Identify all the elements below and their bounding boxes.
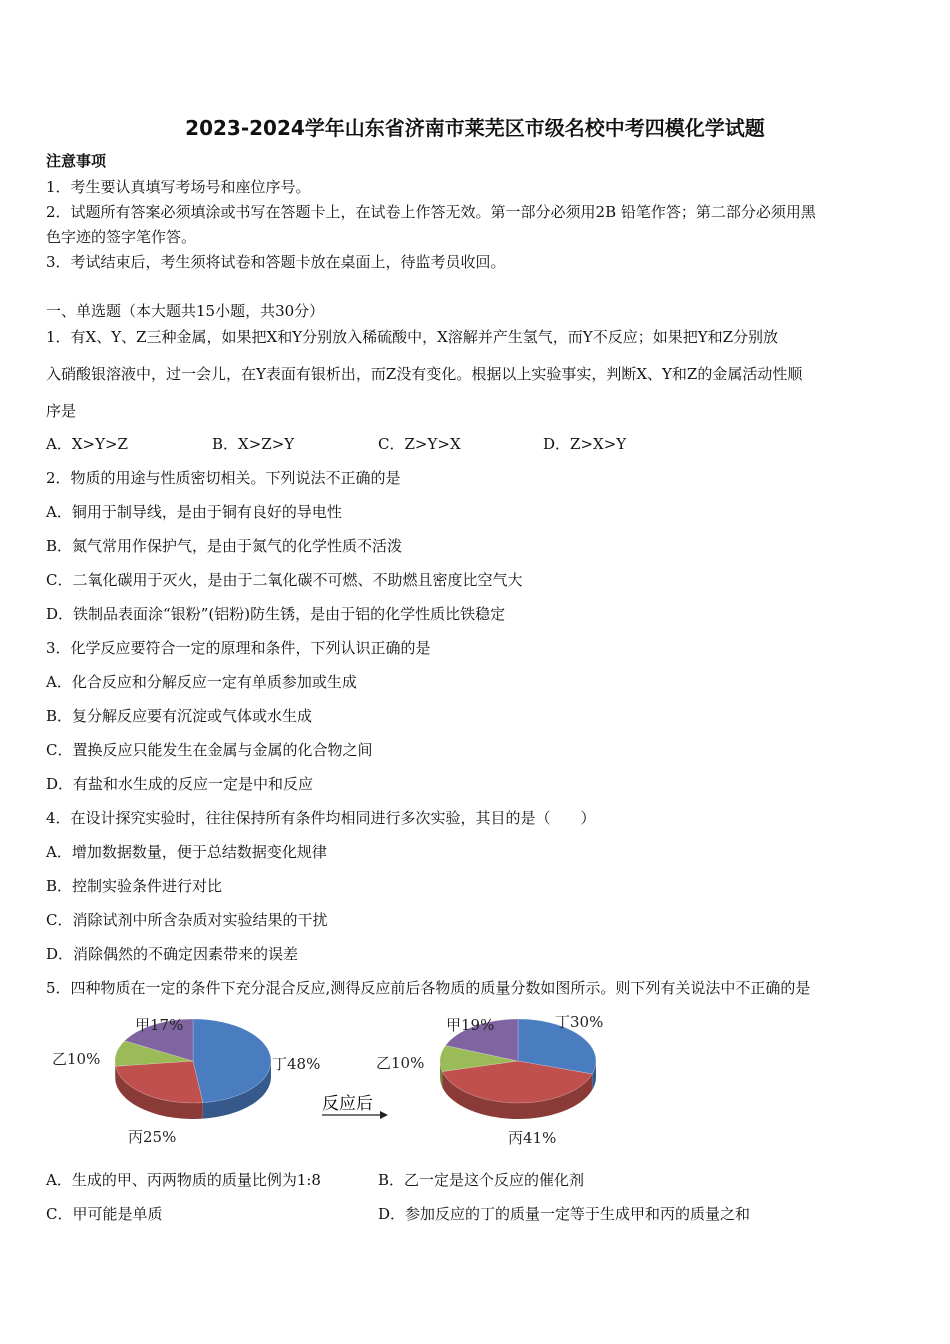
- q3-option-a: A．化合反应和分解反应一定有单质参加或生成: [46, 673, 357, 691]
- q3-stem: 3．化学反应要符合一定的原理和条件，下列认识正确的是: [46, 639, 431, 657]
- q5-option-a: A．生成的甲、丙两物质的质量比例为1:8: [46, 1171, 321, 1189]
- q5-option-b: B．乙一定是这个反应的催化剂: [378, 1171, 585, 1189]
- reaction-arrow-label: 反应后: [322, 1094, 373, 1114]
- q4-option-c: C．消除试剂中所含杂质对实验结果的干扰: [46, 911, 328, 929]
- q5-option-c: C．甲可能是单质: [46, 1205, 163, 1223]
- notice-item: 2．试题所有答案必须填涂或书写在答题卡上，在试卷上作答无效。第一部分必须用2B 铅笔作答；第二部分必须用黑: [46, 203, 816, 221]
- q4-option-b: B．控制实验条件进行对比: [46, 877, 223, 895]
- section-heading: 一、单选题（本大题共15小题，共30分）: [46, 302, 325, 320]
- q5-option-d: D．参加反应的丁的质量一定等于生成甲和丙的质量之和: [378, 1205, 751, 1223]
- notice-heading: 注意事项: [46, 152, 107, 170]
- notice-item: 1．考生要认真填写考场号和座位序号。: [46, 178, 311, 196]
- pie-label: 乙10%: [52, 1050, 101, 1068]
- pie-label: 丙41%: [508, 1129, 557, 1147]
- q2-option-d: D．铁制品表面涂“银粉”(铝粉)防生锈，是由于铝的化学性质比铁稳定: [46, 605, 506, 623]
- pie-after: [376, 1013, 603, 1147]
- q2-option-c: C．二氧化碳用于灭火，是由于二氧化碳不可燃、不助燃且密度比空气大: [46, 571, 523, 589]
- pie-label: 甲19%: [446, 1016, 495, 1034]
- pie-before: [52, 1016, 320, 1146]
- q1-option-d: D．Z>X>Y: [543, 435, 627, 453]
- notice-item: 3．考试结束后，考生须将试卷和答题卡放在桌面上，待监考员收回。: [46, 253, 506, 271]
- q4-stem: 4．在设计探究实验时，往往保持所有条件均相同进行多次实验，其目的是（ ）: [46, 809, 596, 827]
- q1-option-b: B．X>Z>Y: [212, 435, 295, 453]
- q5-stem: 5．四种物质在一定的条件下充分混合反应,测得反应前后各物质的质量分数如图所示。则下列有关说法中不正确的是: [46, 979, 811, 997]
- q2-stem: 2．物质的用途与性质密切相关。下列说法不正确的是: [46, 469, 401, 487]
- q1-option-c: C．Z>Y>X: [378, 435, 461, 453]
- q1-stem-line: 入硝酸银溶液中，过一会儿，在Y表面有银析出，而Z没有变化。根据以上实验事实，判断X、Y和Z的金属活动性顺: [46, 365, 803, 383]
- reaction-arrow-head: [380, 1111, 388, 1119]
- pie-label: 丁48%: [272, 1055, 321, 1073]
- q4-option-d: D．消除偶然的不确定因素带来的误差: [46, 945, 299, 963]
- pie-label: 甲17%: [135, 1016, 184, 1034]
- q3-option-d: D．有盐和水生成的反应一定是中和反应: [46, 775, 314, 793]
- q5-pie-figure: [40, 1005, 640, 1155]
- q1-stem-line: 序是: [46, 402, 77, 420]
- q3-option-b: B．复分解反应要有沉淀或气体或水生成: [46, 707, 313, 725]
- page-title: 2023-2024学年山东省济南市莱芜区市级名校中考四模化学试题: [185, 116, 765, 140]
- pie-label: 丁30%: [555, 1013, 604, 1031]
- pie-label: 乙10%: [376, 1054, 425, 1072]
- pie-label: 丙25%: [128, 1128, 177, 1146]
- q3-option-c: C．置换反应只能发生在金属与金属的化合物之间: [46, 741, 373, 759]
- q2-option-b: B．氮气常用作保护气，是由于氮气的化学性质不活泼: [46, 537, 403, 555]
- notice-item: 色字迹的签字笔作答。: [46, 228, 197, 246]
- q2-option-a: A．铜用于制导线，是由于铜有良好的导电性: [46, 503, 342, 521]
- q1-stem-line: 1．有X、Y、Z三种金属，如果把X和Y分别放入稀硫酸中，X溶解并产生氢气，而Y不反应；如果把Y和Z分别放: [46, 328, 779, 346]
- q1-option-a: A．X>Y>Z: [46, 435, 128, 453]
- q4-option-a: A．增加数据数量，便于总结数据变化规律: [46, 843, 327, 861]
